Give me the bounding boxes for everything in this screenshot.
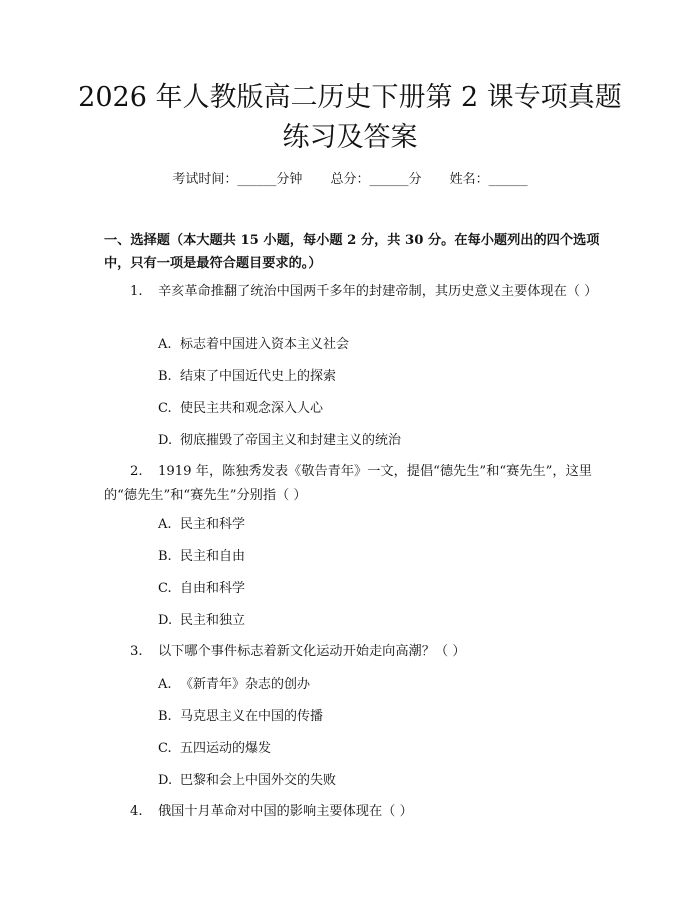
option-text: 使民主共和观念深入人心	[180, 401, 324, 416]
question-number: 2.	[130, 464, 143, 479]
option-text: 巴黎和会上中国外交的失败	[180, 773, 337, 788]
option-text: 马克思主义在中国的传播	[180, 709, 324, 724]
q3-option-a	[158, 673, 310, 692]
option-letter: C.	[158, 401, 172, 416]
question-text: 俄国十月革命对中国的影响主要体现在（ ）	[158, 804, 413, 819]
option-text: 民主和自由	[180, 549, 246, 564]
page-title	[60, 78, 640, 158]
exam-meta	[0, 168, 700, 187]
question-number: 1.	[130, 284, 143, 299]
option-letter: D.	[158, 433, 173, 448]
q2-option-d	[158, 609, 245, 628]
question-3	[104, 640, 616, 664]
option-letter: A.	[158, 677, 172, 692]
option-letter: D.	[158, 773, 173, 788]
name-field: 姓名：______	[449, 172, 528, 187]
option-letter: A.	[158, 517, 172, 532]
q3-option-d	[158, 769, 336, 788]
question-number: 3.	[130, 644, 143, 659]
question-text: 1919 年，陈独秀发表《敬告青年》一文，提倡“德先生”和“赛先生”，这里的“德先生”和“赛先生”分别指（ ）	[104, 464, 592, 503]
q1-option-c	[158, 397, 323, 416]
question-text: 以下哪个事件标志着新文化运动开始走向高潮？（ ）	[158, 644, 466, 659]
q3-option-b	[158, 705, 323, 724]
option-text: 标志着中国进入资本主义社会	[180, 337, 350, 352]
q2-option-c	[158, 577, 245, 596]
option-letter: B.	[158, 709, 172, 724]
exam-time-field: 考试时间：______分钟	[172, 172, 303, 187]
title-line-1: 2026 年人教版高二历史下册第 2 课专项真题	[78, 82, 622, 113]
question-number: 4.	[130, 804, 143, 819]
total-score-field: 总分：______分	[330, 172, 422, 187]
option-letter: A.	[158, 337, 172, 352]
q1-option-b	[158, 365, 336, 384]
option-text: 民主和独立	[180, 613, 246, 628]
question-4	[104, 800, 616, 824]
option-letter: C.	[158, 741, 172, 756]
option-text: 民主和科学	[180, 517, 246, 532]
title-line-2: 练习及答案	[282, 122, 418, 153]
option-letter: D.	[158, 613, 173, 628]
option-text: 自由和科学	[180, 581, 246, 596]
option-letter: B.	[158, 549, 172, 564]
section-heading: 一、选择题（本大题共 15 小题，每小题 2 分，共 30 分。在每小题列出的四个选项中，只有一项是最符合题目要求的。）	[104, 233, 600, 271]
q2-option-b	[158, 545, 245, 564]
option-letter: B.	[158, 369, 172, 384]
q1-option-a	[158, 333, 349, 352]
option-text: 《新青年》杂志的创办	[180, 677, 311, 692]
option-text: 彻底摧毁了帝国主义和封建主义的统治	[180, 433, 402, 448]
q1-option-d	[158, 429, 401, 448]
option-letter: C.	[158, 581, 172, 596]
question-1	[104, 280, 616, 304]
q3-option-c	[158, 737, 271, 756]
q2-option-a	[158, 513, 245, 532]
option-text: 结束了中国近代史上的探索	[180, 369, 337, 384]
question-2	[104, 460, 616, 508]
option-text: 五四运动的爆发	[180, 741, 272, 756]
question-text: 辛亥革命推翻了统治中国两千多年的封建帝制，其历史意义主要体现在（ ）	[158, 284, 598, 299]
